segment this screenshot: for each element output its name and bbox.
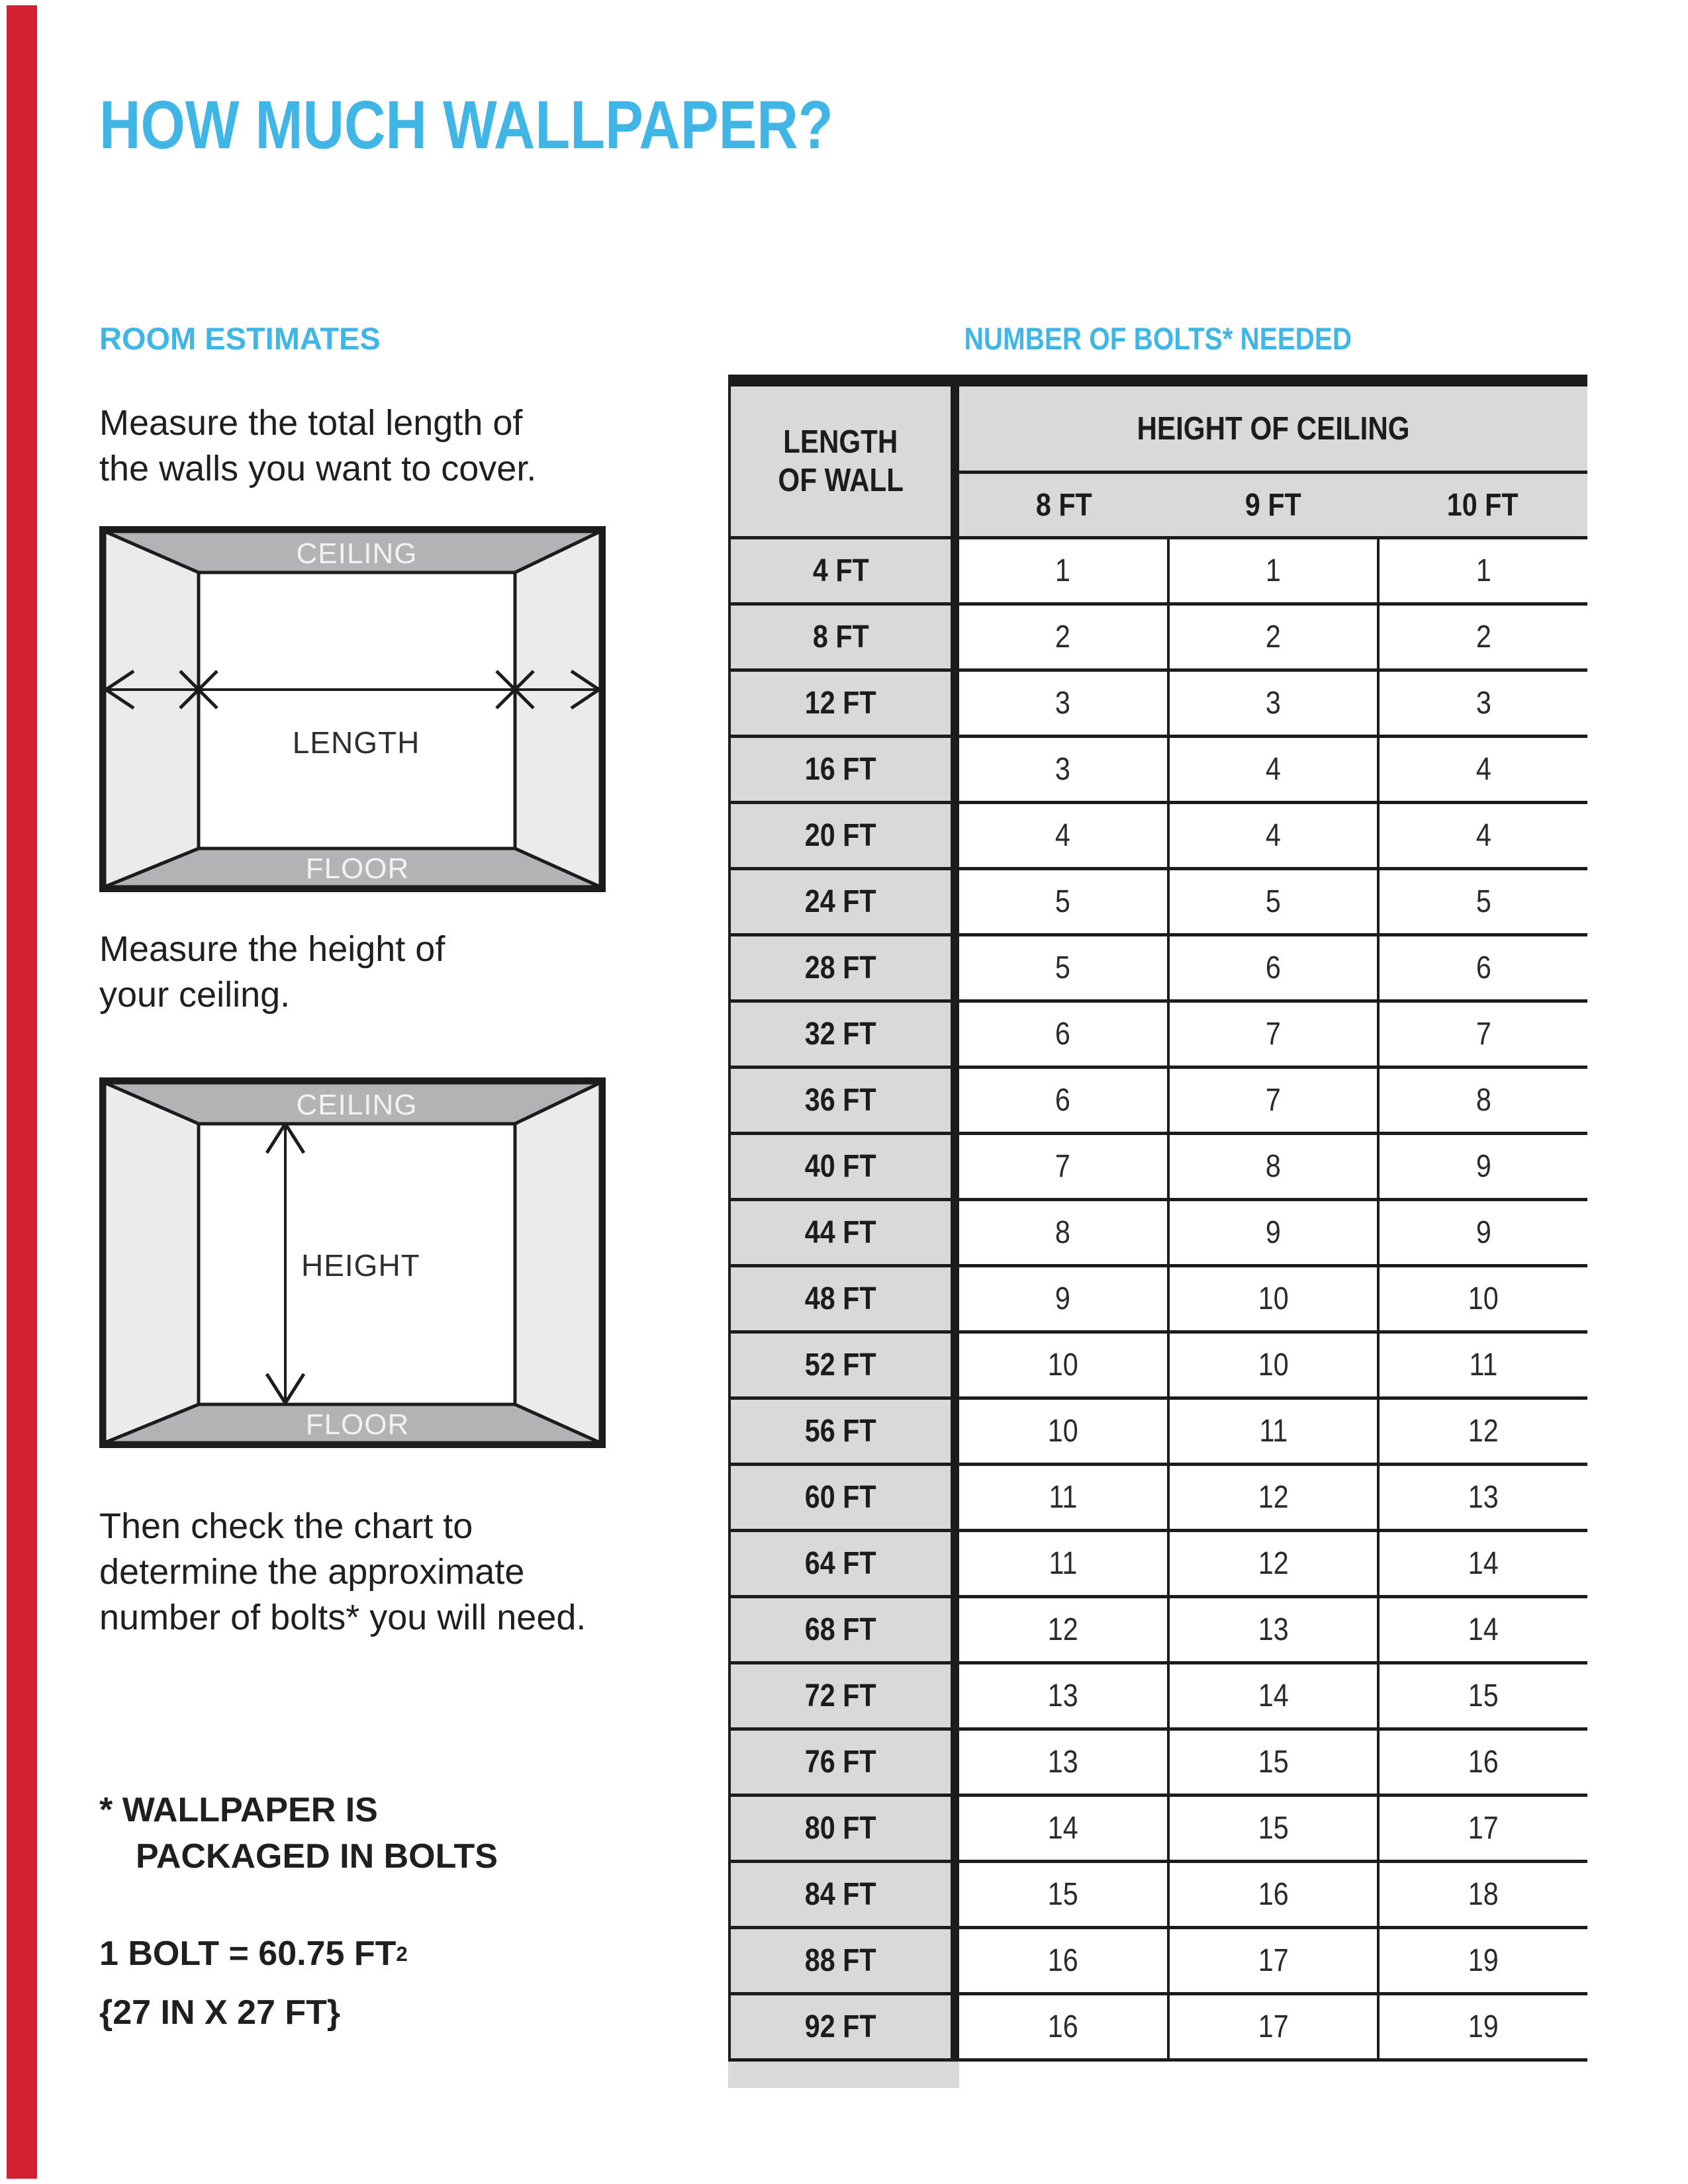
bolts-9ft-cell: 3 (1167, 672, 1378, 735)
bolts-10ft-cell: 3 (1377, 672, 1587, 735)
bolts-10ft-cell: 1 (1377, 539, 1587, 602)
table-row (731, 933, 1587, 999)
wall-length-cell: 52 FT (731, 1334, 959, 1396)
column-header-9ft: 9 FT (1245, 487, 1301, 523)
table-row (731, 1661, 1587, 1727)
bolts-10ft-cell: 18 (1377, 1863, 1587, 1926)
table-row (731, 1794, 1587, 1860)
bolts-10ft-cell: 19 (1377, 1995, 1587, 2058)
bolts-8ft-cell: 7 (959, 1135, 1167, 1198)
bolts-8ft-cell: 16 (959, 1995, 1167, 2058)
instruction-line: number of bolts* you will need. (99, 1598, 586, 1637)
instruction-line: Then check the chart to (99, 1506, 473, 1546)
bolts-10ft-cell: 10 (1377, 1267, 1587, 1330)
table-gray-tail (728, 2062, 959, 2088)
bolts-9ft-cell: 9 (1167, 1201, 1378, 1264)
bolts-needed-heading (728, 322, 1587, 356)
bolts-footnote (99, 1787, 498, 1880)
wall-length-cell: 72 FT (731, 1664, 959, 1727)
table-row (731, 867, 1587, 933)
superscript-two: 2 (396, 1942, 408, 1966)
table-row (731, 1926, 1587, 1992)
ceiling-label: CEILING (296, 537, 418, 570)
wall-length-cell: 84 FT (731, 1863, 959, 1926)
bolts-9ft-cell: 4 (1167, 804, 1378, 867)
left-margin-accent-bar (7, 5, 37, 2179)
bolts-8ft-cell: 12 (959, 1598, 1167, 1661)
bolts-10ft-cell: 4 (1377, 738, 1587, 801)
bolts-8ft-cell: 5 (959, 936, 1167, 999)
bolts-10ft-cell: 15 (1377, 1664, 1587, 1727)
table-row (731, 801, 1587, 867)
asterisk: * (99, 1791, 113, 1829)
bolts-8ft-cell: 9 (959, 1267, 1167, 1330)
wall-length-cell: 48 FT (731, 1267, 959, 1330)
bolts-8ft-cell: 11 (959, 1532, 1167, 1595)
table-header (728, 387, 1587, 536)
length-of-wall-header: LENGTH OF WALL (731, 387, 959, 536)
bolts-9ft-cell: 12 (1167, 1466, 1378, 1529)
room-height-diagram (99, 1077, 606, 1448)
bolts-8ft-cell: 15 (959, 1863, 1167, 1926)
wall-length-cell: 28 FT (731, 936, 959, 999)
wall-length-cell: 76 FT (731, 1731, 959, 1794)
table-row (731, 1992, 1587, 2058)
bolts-8ft-cell: 3 (959, 672, 1167, 735)
bolts-10ft-cell: 4 (1377, 804, 1587, 867)
right-wall (515, 1083, 600, 1443)
bolts-9ft-cell: 7 (1167, 1003, 1378, 1066)
wall-length-cell: 68 FT (731, 1598, 959, 1661)
table-row (731, 1727, 1587, 1794)
column-header-8ft: 8 FT (1035, 487, 1092, 523)
wall-length-cell: 24 FT (731, 870, 959, 933)
column-header-10ft: 10 FT (1446, 487, 1519, 523)
wall-length-cell: 40 FT (731, 1135, 959, 1198)
bolts-9ft-cell: 1 (1167, 539, 1378, 602)
table-row (731, 1396, 1587, 1463)
bolts-8ft-cell: 1 (959, 539, 1167, 602)
floor-label: FLOOR (305, 852, 410, 885)
wall-length-cell: 80 FT (731, 1797, 959, 1860)
wall-length-cell: 8 FT (731, 606, 959, 668)
wall-length-cell: 32 FT (731, 1003, 959, 1066)
bolts-10ft-cell: 11 (1377, 1334, 1587, 1396)
table-row (731, 1529, 1587, 1595)
room-length-diagram (99, 526, 606, 892)
bolts-8ft-cell: 10 (959, 1400, 1167, 1463)
instruction-line: Measure the total length of (99, 403, 523, 443)
bolts-8ft-cell: 5 (959, 870, 1167, 933)
bolts-9ft-cell: 15 (1167, 1797, 1378, 1860)
table-body (728, 536, 1587, 2062)
room-estimates-heading: ROOM ESTIMATES (99, 321, 381, 356)
instruction-measure-length (99, 400, 536, 492)
table-row (731, 668, 1587, 735)
bolts-9ft-cell: 16 (1167, 1863, 1378, 1926)
wall-length-cell: 88 FT (731, 1929, 959, 1992)
bolts-8ft-cell: 8 (959, 1201, 1167, 1264)
instruction-line: the walls you want to cover. (99, 449, 537, 488)
bolts-10ft-cell: 6 (1377, 936, 1587, 999)
bolts-10ft-cell: 14 (1377, 1532, 1587, 1595)
bolts-8ft-cell: 4 (959, 804, 1167, 867)
bolts-9ft-cell: 15 (1167, 1731, 1378, 1794)
table-row (731, 1595, 1587, 1661)
table-row (731, 999, 1587, 1066)
bolts-8ft-cell: 13 (959, 1731, 1167, 1794)
bolts-10ft-cell: 9 (1377, 1201, 1587, 1264)
bolts-10ft-cell: 13 (1377, 1466, 1587, 1529)
bolts-9ft-cell: 10 (1167, 1334, 1378, 1396)
table-row (731, 1066, 1587, 1132)
bolts-8ft-cell: 6 (959, 1069, 1167, 1132)
wall-length-cell: 56 FT (731, 1400, 959, 1463)
bolts-9ft-cell: 13 (1167, 1598, 1378, 1661)
bolt-dimensions: {27 IN X 27 FT} (99, 1993, 341, 2032)
bolts-9ft-cell: 6 (1167, 936, 1378, 999)
back-wall (199, 572, 515, 848)
bolts-8ft-cell: 16 (959, 1929, 1167, 1992)
table-row (731, 1198, 1587, 1264)
bolts-10ft-cell: 8 (1377, 1069, 1587, 1132)
bolts-8ft-cell: 10 (959, 1334, 1167, 1396)
wall-length-cell: 44 FT (731, 1201, 959, 1264)
bolts-8ft-cell: 13 (959, 1664, 1167, 1727)
bolts-9ft-cell: 8 (1167, 1135, 1378, 1198)
bolts-8ft-cell: 3 (959, 738, 1167, 801)
left-wall (105, 531, 199, 887)
wall-length-cell: 92 FT (731, 1995, 959, 2058)
bolts-9ft-cell: 4 (1167, 738, 1378, 801)
table-row (731, 602, 1587, 668)
wall-length-cell: 12 FT (731, 672, 959, 735)
page-title-text: HOW MUCH WALLPAPER? (99, 87, 833, 163)
wall-length-cell: 60 FT (731, 1466, 959, 1529)
bolts-8ft-cell: 14 (959, 1797, 1167, 1860)
height-label: HEIGHT (301, 1248, 420, 1283)
bolts-8ft-cell: 11 (959, 1466, 1167, 1529)
bolts-9ft-cell: 7 (1167, 1069, 1378, 1132)
bolts-10ft-cell: 14 (1377, 1598, 1587, 1661)
bolts-10ft-cell: 16 (1377, 1731, 1587, 1794)
bolts-table (728, 375, 1587, 2088)
table-row (731, 1132, 1587, 1198)
bolts-8ft-cell: 2 (959, 606, 1167, 668)
page-title (99, 89, 973, 161)
bolts-needed-heading-text: NUMBER OF BOLTS* NEEDED (964, 321, 1352, 356)
bolts-9ft-cell: 2 (1167, 606, 1378, 668)
footnote-line: PACKAGED IN BOLTS (136, 1837, 498, 1876)
table-top-bar (728, 375, 1587, 387)
bolts-10ft-cell: 12 (1377, 1400, 1587, 1463)
wall-length-cell: 20 FT (731, 804, 959, 867)
footnote-line: * WALLPAPER IS (99, 1791, 378, 1829)
instruction-line: your ceiling. (99, 975, 291, 1015)
instruction-check-chart (99, 1504, 586, 1641)
bolt-size-info (99, 1925, 408, 2042)
length-label: LENGTH (292, 725, 420, 760)
bolts-8ft-cell: 6 (959, 1003, 1167, 1066)
bolt-equation: 1 BOLT = 60.75 $FT^2$ (99, 1934, 408, 1973)
table-row (731, 536, 1587, 602)
bolts-10ft-cell: 9 (1377, 1135, 1587, 1198)
height-of-ceiling-section (959, 387, 1587, 536)
bolts-9ft-cell: 17 (1167, 1929, 1378, 1992)
left-wall (105, 1083, 199, 1443)
instruction-line: determine the approximate (99, 1552, 525, 1592)
bolts-9ft-cell: 12 (1167, 1532, 1378, 1595)
bolts-10ft-cell: 17 (1377, 1797, 1587, 1860)
floor-label: FLOOR (305, 1408, 410, 1441)
height-of-ceiling-header: HEIGHT OF CEILING (959, 387, 1587, 474)
ceiling-height-columns (959, 474, 1587, 536)
right-wall (515, 531, 600, 887)
instruction-measure-height (99, 927, 445, 1018)
bolts-10ft-cell: 19 (1377, 1929, 1587, 1992)
table-row (731, 1330, 1587, 1396)
table-row (731, 1463, 1587, 1529)
ceiling-label: CEILING (296, 1089, 418, 1121)
instruction-line: Measure the height of (99, 929, 445, 969)
wall-length-cell: 16 FT (731, 738, 959, 801)
wall-length-cell: 64 FT (731, 1532, 959, 1595)
bolts-9ft-cell: 17 (1167, 1995, 1378, 2058)
bolts-9ft-cell: 14 (1167, 1664, 1378, 1727)
table-row (731, 1860, 1587, 1926)
bolts-10ft-cell: 5 (1377, 870, 1587, 933)
bolts-9ft-cell: 11 (1167, 1400, 1378, 1463)
table-row (731, 735, 1587, 801)
wall-length-cell: 4 FT (731, 539, 959, 602)
bolts-10ft-cell: 7 (1377, 1003, 1587, 1066)
bolts-9ft-cell: 10 (1167, 1267, 1378, 1330)
bolts-9ft-cell: 5 (1167, 870, 1378, 933)
bolts-10ft-cell: 2 (1377, 606, 1587, 668)
table-row (731, 1264, 1587, 1330)
wall-length-cell: 36 FT (731, 1069, 959, 1132)
